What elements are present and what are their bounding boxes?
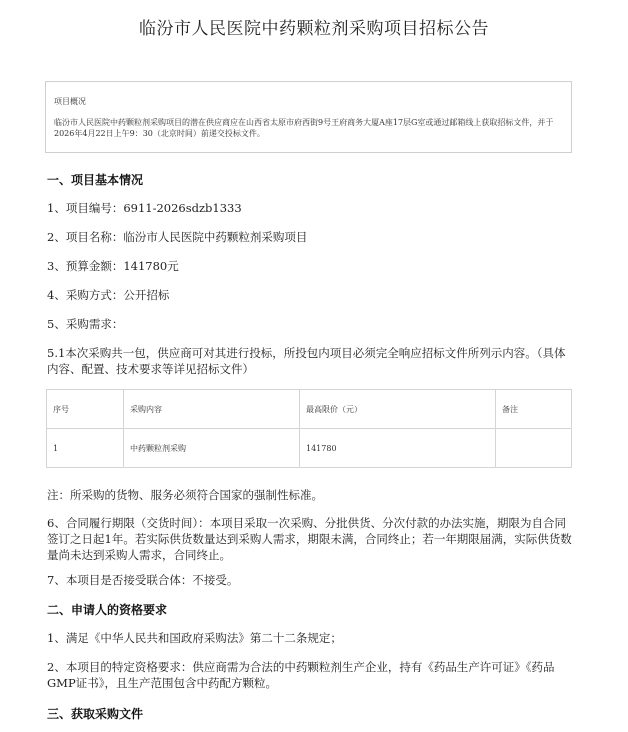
- section-heading-obtain-documents: 三、获取采购文件: [47, 707, 144, 721]
- summary-label: 项目概况: [54, 97, 86, 106]
- budget-amount: 3、预算金额：141780元: [47, 259, 179, 273]
- contract-period: 6、合同履行期限（交货时间）：本项目采取一次采购、分批供货、分次付款的办法实施，期限为自合同签订之日起1年。若实际供货数量达到采购人需求，期限未满，合同终止；若一年期限届满，实际供货数量尚未达到采购人需求，合同终止。: [47, 516, 572, 562]
- project-number: 1、项目编号：6911-2026sdzb1333: [47, 201, 242, 215]
- summary-text: 临汾市人民医院中药颗粒剂采购项目的潜在供应商应在山西省太原市府西街9号王府商务大厦A座17层G室或通过邮箱线上获取招标文件，并于2026年4月22日上午9：30（北京时间）前递交投标文件。: [54, 118, 554, 138]
- page-title: 临汾市人民医院中药颗粒剂采购项目招标公告: [139, 19, 489, 39]
- project-name: 2、项目名称：临汾市人民医院中药颗粒剂采购项目: [47, 230, 308, 244]
- table-header-cell: 采购内容: [124, 390, 300, 429]
- qualification-general: 1、满足《中华人民共和国政府采购法》第二十二条规定；: [47, 631, 342, 645]
- table-header-cell: 最高限价（元）: [300, 390, 496, 429]
- table-cell: [496, 429, 572, 468]
- table-row: [47, 429, 572, 468]
- qualification-specific: 2、本项目的特定资格要求：供应商需为合法的中药颗粒剂生产企业，持有《药品生产许可证》《药品GMP证书》，且生产范围包含中药配方颗粒。: [47, 660, 555, 690]
- table-header-cell: 序号: [47, 390, 124, 429]
- standards-note: 注：所采购的货物、服务必须符合国家的强制性标准。: [47, 488, 323, 502]
- table-cell: 141780: [300, 429, 496, 468]
- table-cell: 中药颗粒剂采购: [124, 429, 300, 468]
- requirements-table: [46, 389, 572, 468]
- procurement-needs: 5、采购需求：: [47, 317, 124, 331]
- procurement-method: 4、采购方式：公开招标: [47, 288, 170, 302]
- table-header-cell: 备注: [496, 390, 572, 429]
- section-heading-basic-info: 一、项目基本情况: [47, 173, 144, 187]
- project-summary-box: [45, 81, 572, 153]
- procurement-needs-detail: 5.1本次采购共一包，供应商可对其进行投标，所投包内项目必须完全响应招标文件所列示内容。（具体内容、配置、技术要求等详见招标文件）: [47, 346, 566, 376]
- section-heading-qualifications: 二、申请人的资格要求: [47, 603, 168, 617]
- consortium-acceptance: 7、本项目是否接受联合体：不接受。: [47, 573, 239, 587]
- table-header-row: [47, 390, 572, 429]
- table-cell: 1: [47, 429, 124, 468]
